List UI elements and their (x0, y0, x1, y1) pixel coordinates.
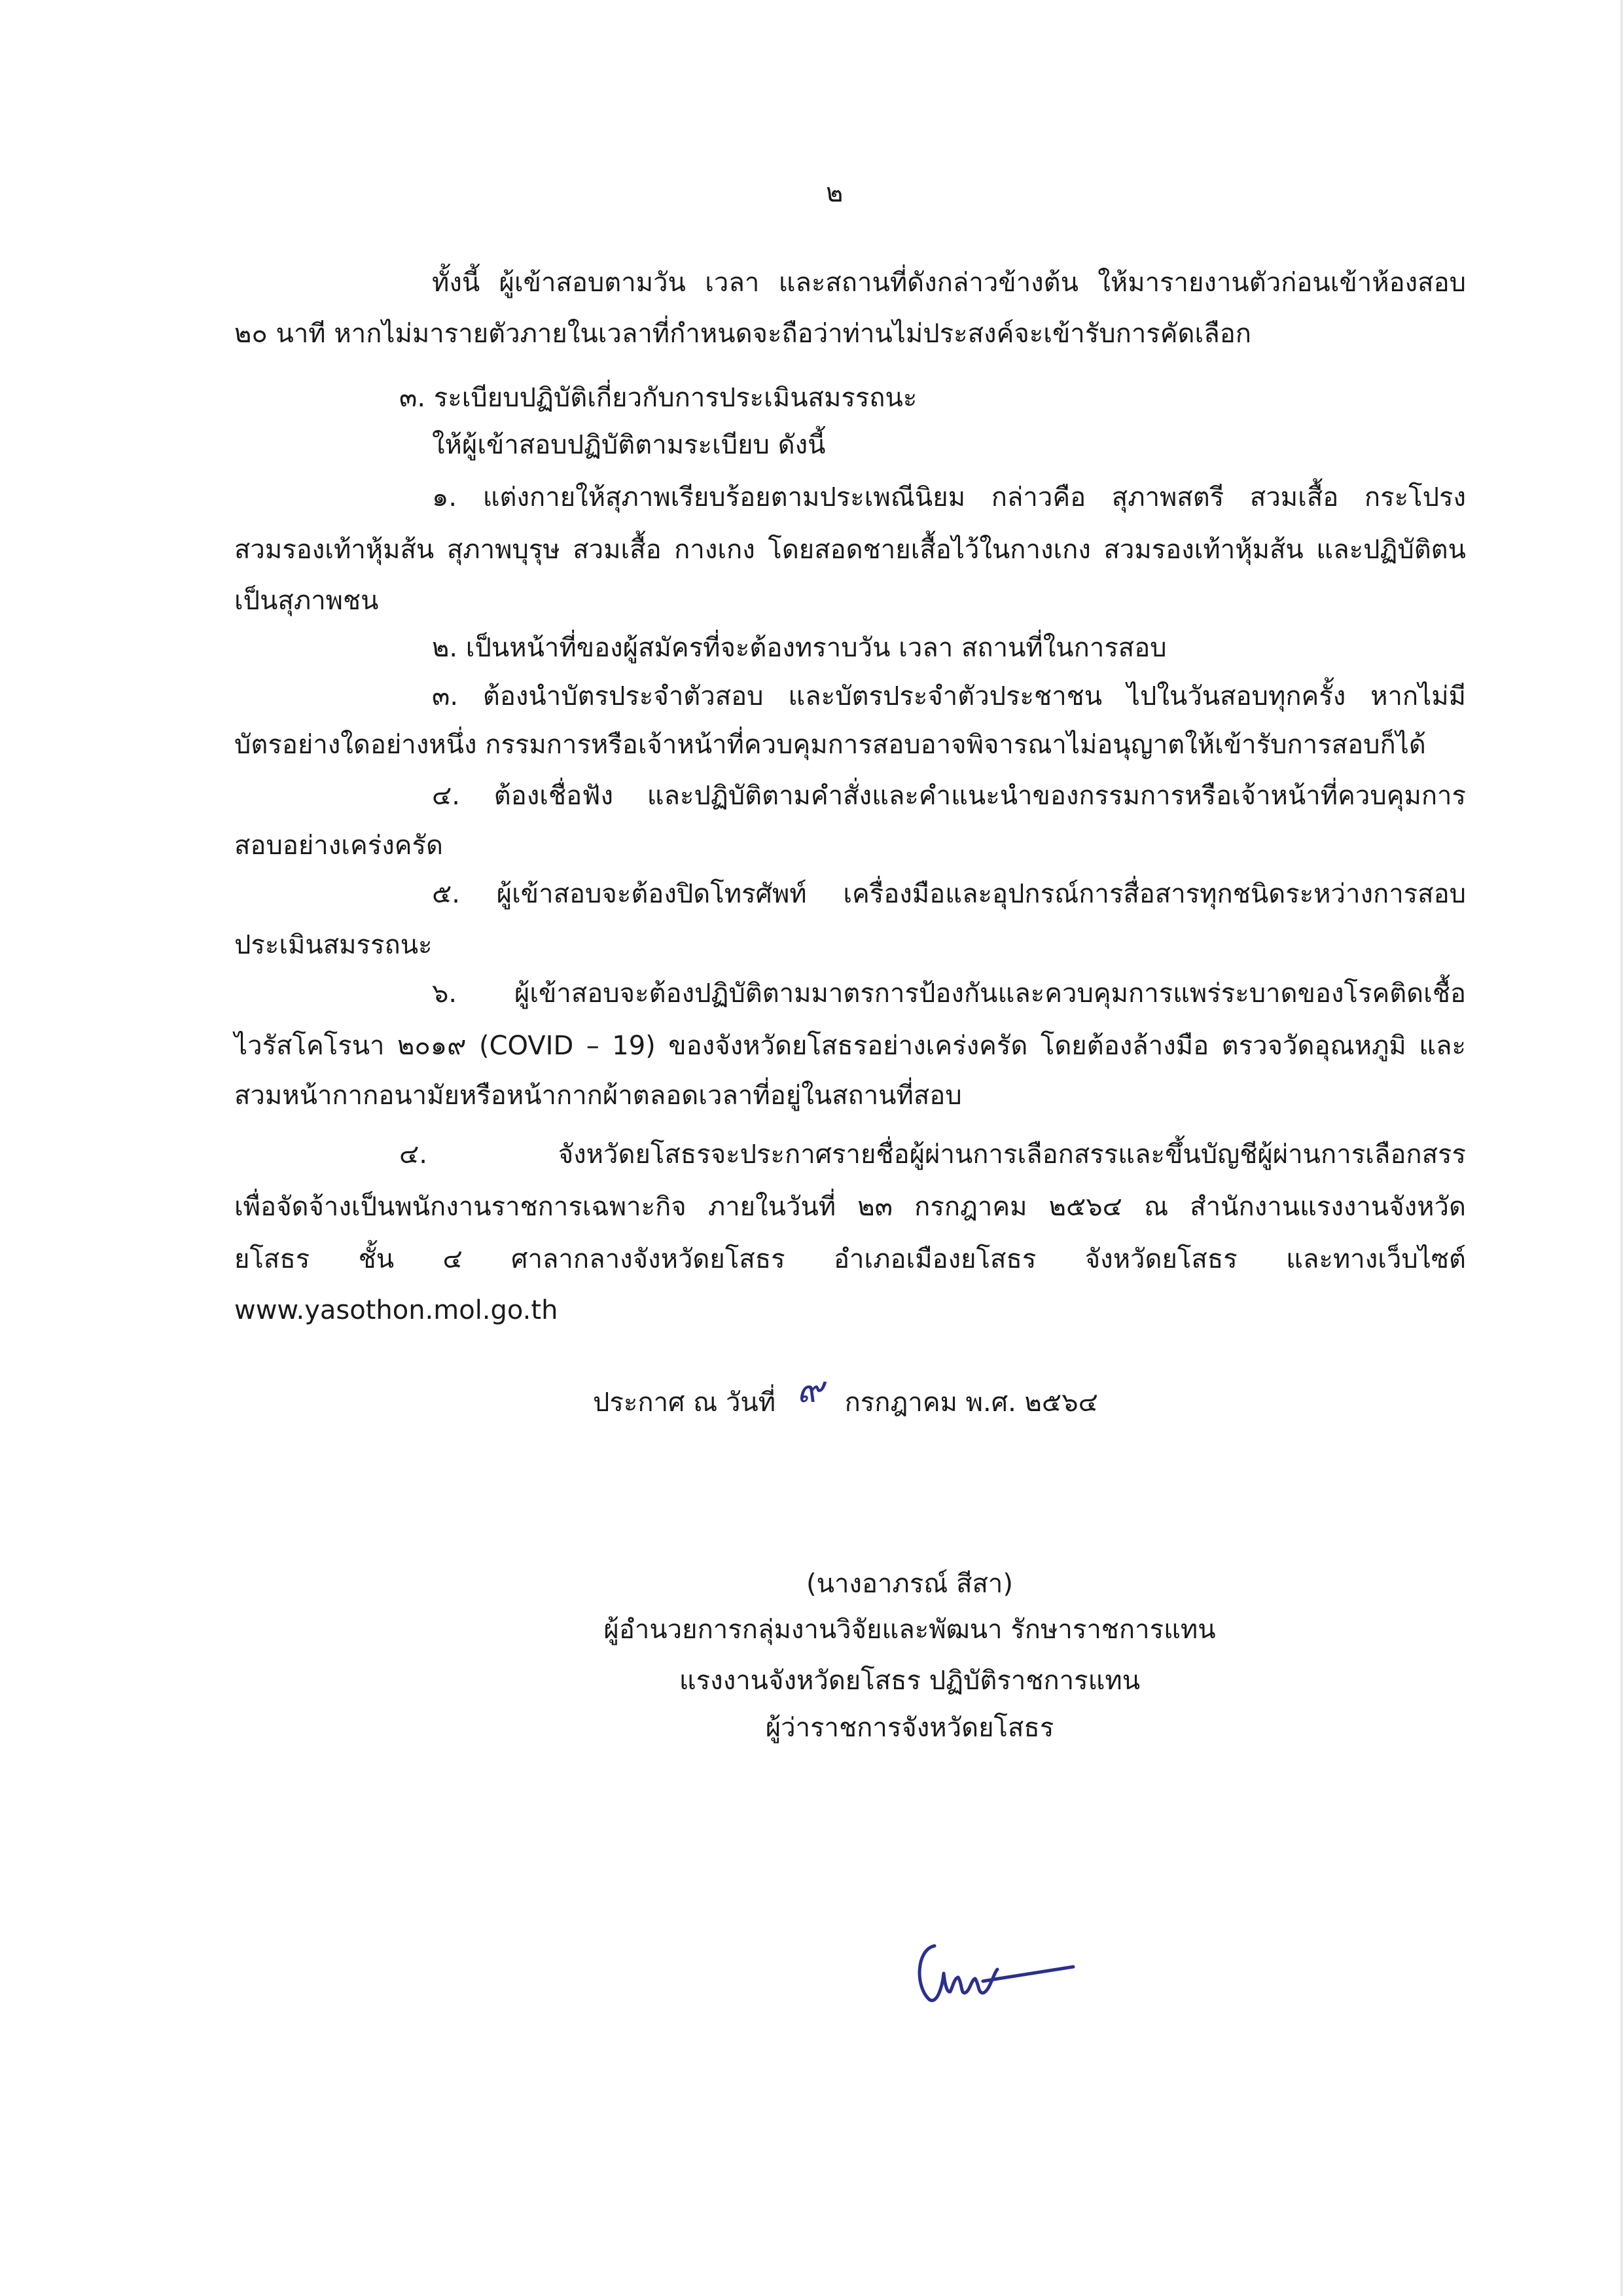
website-url: www.yasothon.mol.go.th (234, 1295, 558, 1325)
item1-line-2: สวมรองเท้าหุ้มส้น สุภาพบุรุษ สวมเสื้อ กางเกง โดยสอดชายเสื้อไว้ในกางเกง สวมรองเท้าหุ้มส้น และปฏิบัติตน (234, 535, 1466, 565)
signatory-name: (นางอาภรณ์ สีสา) (806, 1569, 1013, 1599)
item6-line-2: ไวรัสโคโรนา ๒๐๑๙ (COVID – 19) ของจังหวัดยโสธรอย่างเคร่งครัด โดยต้องล้างมือ ตรวจวัดอุณหภูมิ และ (234, 1031, 1466, 1061)
section4-line-1: ๔. จังหวัดยโสธรจะประกาศรายชื่อผู้ผ่านการเลือกสรรและขึ้นบัญชีผู้ผ่านการเลือกสรร (399, 1139, 1466, 1170)
signatory-title-1: ผู้อำนวยการกลุ่มงานวิจัยและพัฒนา รักษาราชการแทน (603, 1615, 1216, 1645)
section3-intro: ให้ผู้เข้าสอบปฏิบัติตามระเบียบ ดังนี้ (432, 430, 826, 460)
section3-heading: ๓. ระเบียบปฏิบัติเกี่ยวกับการประเมินสมรรถนะ (399, 383, 918, 413)
item3-line-2: บัตรอย่างใดอย่างหนึ่ง กรรมการหรือเจ้าหน้าที่ควบคุมการสอบอาจพิจารณาไม่อนุญาตให้เข้ารับการสอบก็ได้ (234, 730, 1426, 760)
page-edge-line (1620, 0, 1623, 2296)
handwritten-day: ๙ (796, 1369, 824, 1411)
item1-line-3: เป็นสุภาพชน (234, 586, 379, 616)
item6-line-3: สวมหน้ากากอนามัยหรือหน้ากากผ้าตลอดเวลาที่อยู่ในสถานที่สอบ (234, 1081, 962, 1111)
item4-line-1: ๔. ต้องเชื่อฟัง และปฏิบัติตามคำสั่งและคำแนะนำของกรรมการหรือเจ้าหน้าที่ควบคุมการ (432, 781, 1466, 811)
section4-line-3: ยโสธร ชั้น ๔ ศาลากลางจังหวัดยโสธร อำเภอเมืองยโสธร จังหวัดยโสธร และทางเว็บไซต์ (234, 1244, 1466, 1274)
signatory-title-2: แรงงานจังหวัดยโสธร ปฏิบัติราชการแทน (679, 1666, 1141, 1696)
item1-line-1: ๑. แต่งกายให้สุภาพเรียบร้อยตามประเพณีนิยม กล่าวคือ สุภาพสตรี สวมเสื้อ กระโปรง (432, 482, 1466, 512)
item2-line-1: ๒. เป็นหน้าที่ของผู้สมัครที่จะต้องทราบวัน เวลา สถานที่ในการสอบ (432, 633, 1167, 663)
item3-line-1: ๓. ต้องนำบัตรประจำตัวสอบ และบัตรประจำตัวประชาชน ไปในวันสอบทุกครั้ง หากไม่มี (432, 681, 1466, 711)
signature-image (910, 1928, 1080, 2013)
page-number: ๒ (826, 178, 844, 208)
announcement-date (593, 1369, 1098, 1421)
signatory-title-3: ผู้ว่าราชการจังหวัดยโสธร (765, 1713, 1054, 1743)
announcement-prefix: ประกาศ ณ วันที่ (593, 1388, 776, 1418)
item4-line-2: สอบอย่างเคร่งครัด (234, 831, 443, 861)
announcement-suffix: กรกฎาคม พ.ศ. ๒๕๖๔ (844, 1388, 1098, 1418)
intro-line-1: ทั้งนี้ ผู้เข้าสอบตามวัน เวลา และสถานที่ดังกล่าวข้างต้น ให้มารายงานตัวก่อนเข้าห้องสอบ (432, 268, 1466, 298)
item5-line-2: ประเมินสมรรถนะ (234, 930, 433, 960)
item5-line-1: ๕. ผู้เข้าสอบจะต้องปิดโทรศัพท์ เครื่องมือและอุปกรณ์การสื่อสารทุกชนิดระหว่างการสอบ (432, 879, 1466, 909)
intro-line-2: ๒๐ นาที หากไม่มารายตัวภายในเวลาที่กำหนดจะถือว่าท่านไม่ประสงค์จะเข้ารับการคัดเลือก (234, 319, 1251, 349)
section4-line-2: เพื่อจัดจ้างเป็นพนักงานราชการเฉพาะกิจ ภายในวันที่ ๒๓ กรกฎาคม ๒๕๖๔ ณ สำนักงานแรงงานจังหวัด (234, 1192, 1466, 1222)
item6-line-1: ๖. ผู้เข้าสอบจะต้องปฏิบัติตามมาตรการป้องกันและควบคุมการแพร่ระบาดของโรคติดเชื้อ (432, 978, 1466, 1009)
